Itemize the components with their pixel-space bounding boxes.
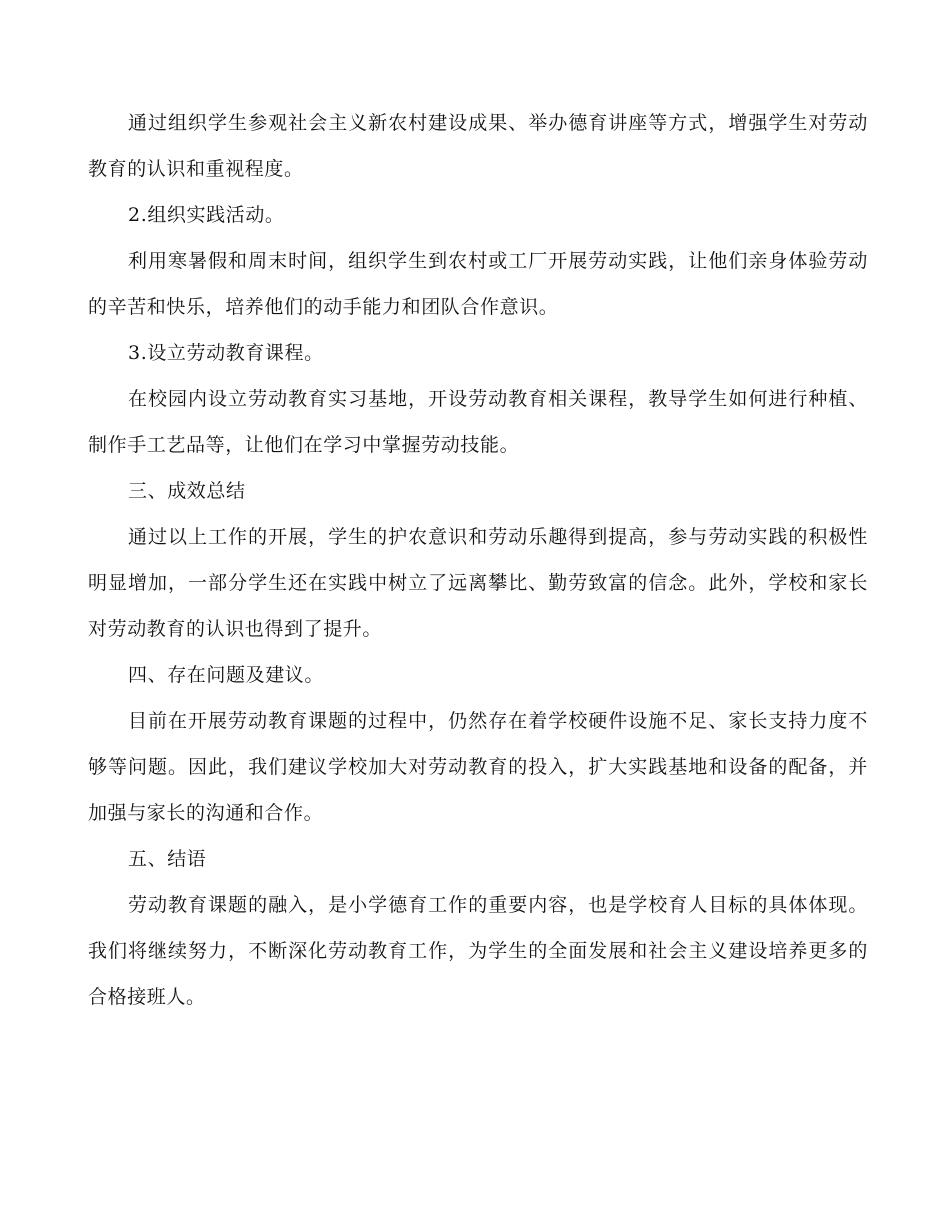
document-body	[88, 100, 868, 1020]
section-heading-problems: 四、存在问题及建议。	[128, 664, 325, 686]
paragraph-awareness: 通过组织学生参观社会主义新农村建设成果、举办德育讲座等方式，增强学生对劳动教育的认识和重视程度。	[88, 112, 868, 180]
section-heading-results: 三、成效总结	[128, 480, 246, 502]
section-heading-conclusion: 五、结语	[128, 848, 207, 870]
paragraph-practice: 利用寒暑假和周末时间，组织学生到农村或工厂开展劳动实践，让他们亲身体验劳动的辛苦和快乐，培养他们的动手能力和团队合作意识。	[88, 250, 868, 318]
paragraph-conclusion: 劳动教育课题的融入，是小学德育工作的重要内容，也是学校育人目标的具体体现。我们将继续努力，不断深化劳动教育工作，为学生的全面发展和社会主义建设培养更多的合格接班人。	[88, 894, 868, 1008]
heading-organize-practice: 2.组织实践活动。	[128, 204, 285, 226]
paragraph-course: 在校园内设立劳动教育实习基地，开设劳动教育相关课程，教导学生如何进行种植、制作手工艺品等，让他们在学习中掌握劳动技能。	[88, 388, 868, 456]
paragraph-problems: 目前在开展劳动教育课题的过程中，仍然存在着学校硬件设施不足、家长支持力度不够等问题。因此，我们建议学校加大对劳动教育的投入，扩大实践基地和设备的配备，并加强与家长的沟通和合作。	[88, 710, 868, 824]
paragraph-results: 通过以上工作的开展，学生的护农意识和劳动乐趣得到提高，参与劳动实践的积极性明显增加，一部分学生还在实践中树立了远离攀比、勤劳致富的信念。此外，学校和家长对劳动教育的认识也得到了提升。	[88, 526, 868, 640]
heading-set-up-course: 3.设立劳动教育课程。	[128, 342, 324, 364]
